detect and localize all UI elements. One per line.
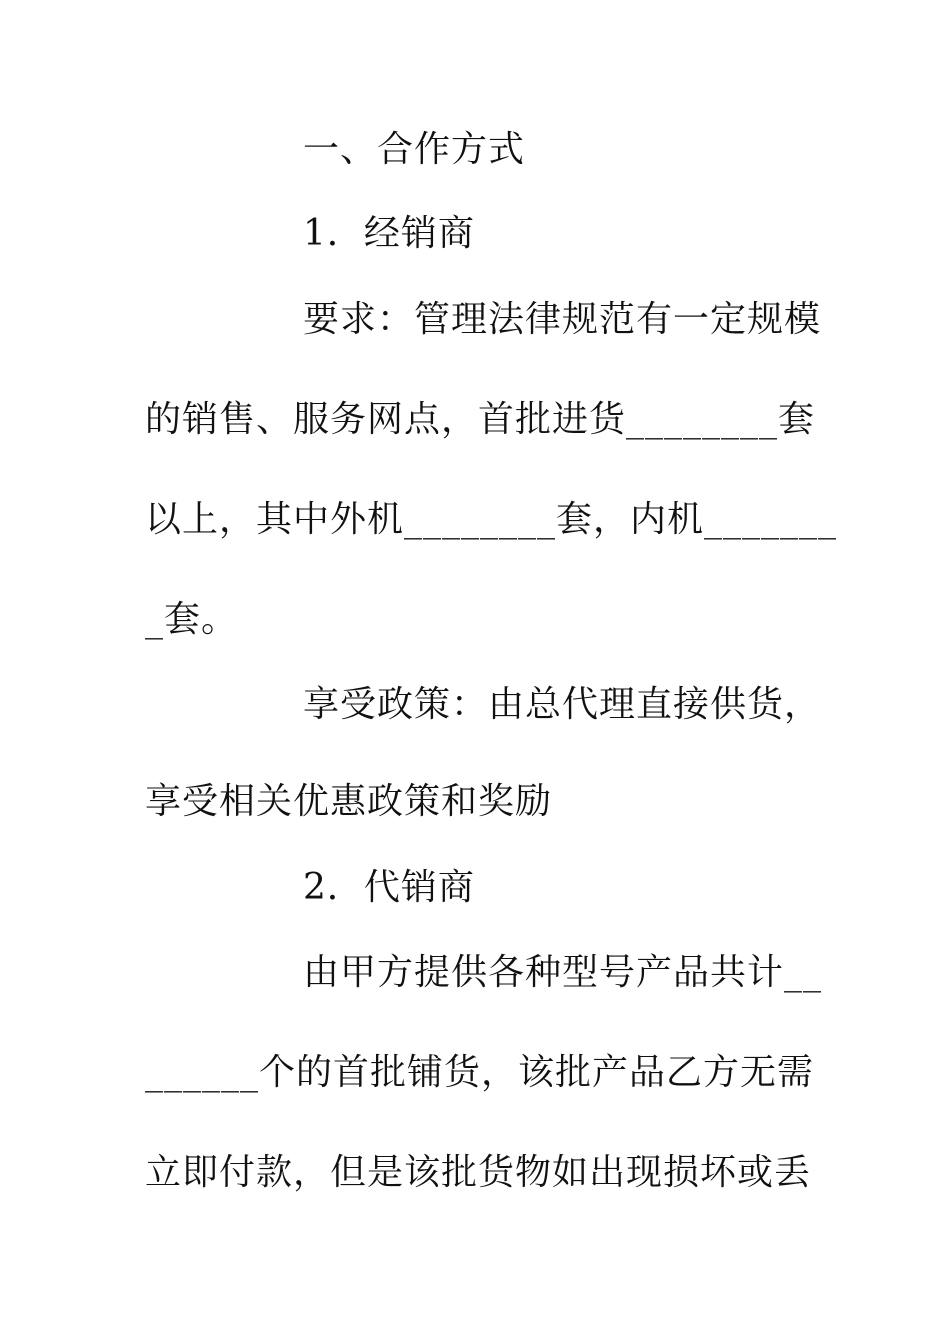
paragraph-line: 享受政策：由总代理直接供货， bbox=[303, 684, 822, 725]
paragraph-line: 的销售、服务网点，首批进货________套 bbox=[145, 399, 816, 440]
subheading-dealer: 1．经销商 bbox=[303, 213, 475, 254]
section-heading-cooperation-mode: 一、合作方式 bbox=[303, 129, 526, 170]
paragraph-line: 以上，其中外机________套，内机_______ bbox=[145, 499, 838, 540]
paragraph-line: 要求：管理法律规范有一定规模 bbox=[303, 299, 822, 340]
paragraph-line: ______个的首批铺货，该批产品乙方无需 bbox=[145, 1052, 815, 1093]
paragraph-line: 立即付款，但是该批货物如出现损坏或丢 bbox=[145, 1152, 812, 1193]
paragraph-line: 享受相关优惠政策和奖励 bbox=[145, 781, 553, 822]
paragraph-line: _套。 bbox=[145, 599, 239, 640]
paragraph-line: 由甲方提供各种型号产品共计__ bbox=[303, 952, 823, 993]
subheading-consignment-agent: 2．代销商 bbox=[303, 867, 475, 908]
